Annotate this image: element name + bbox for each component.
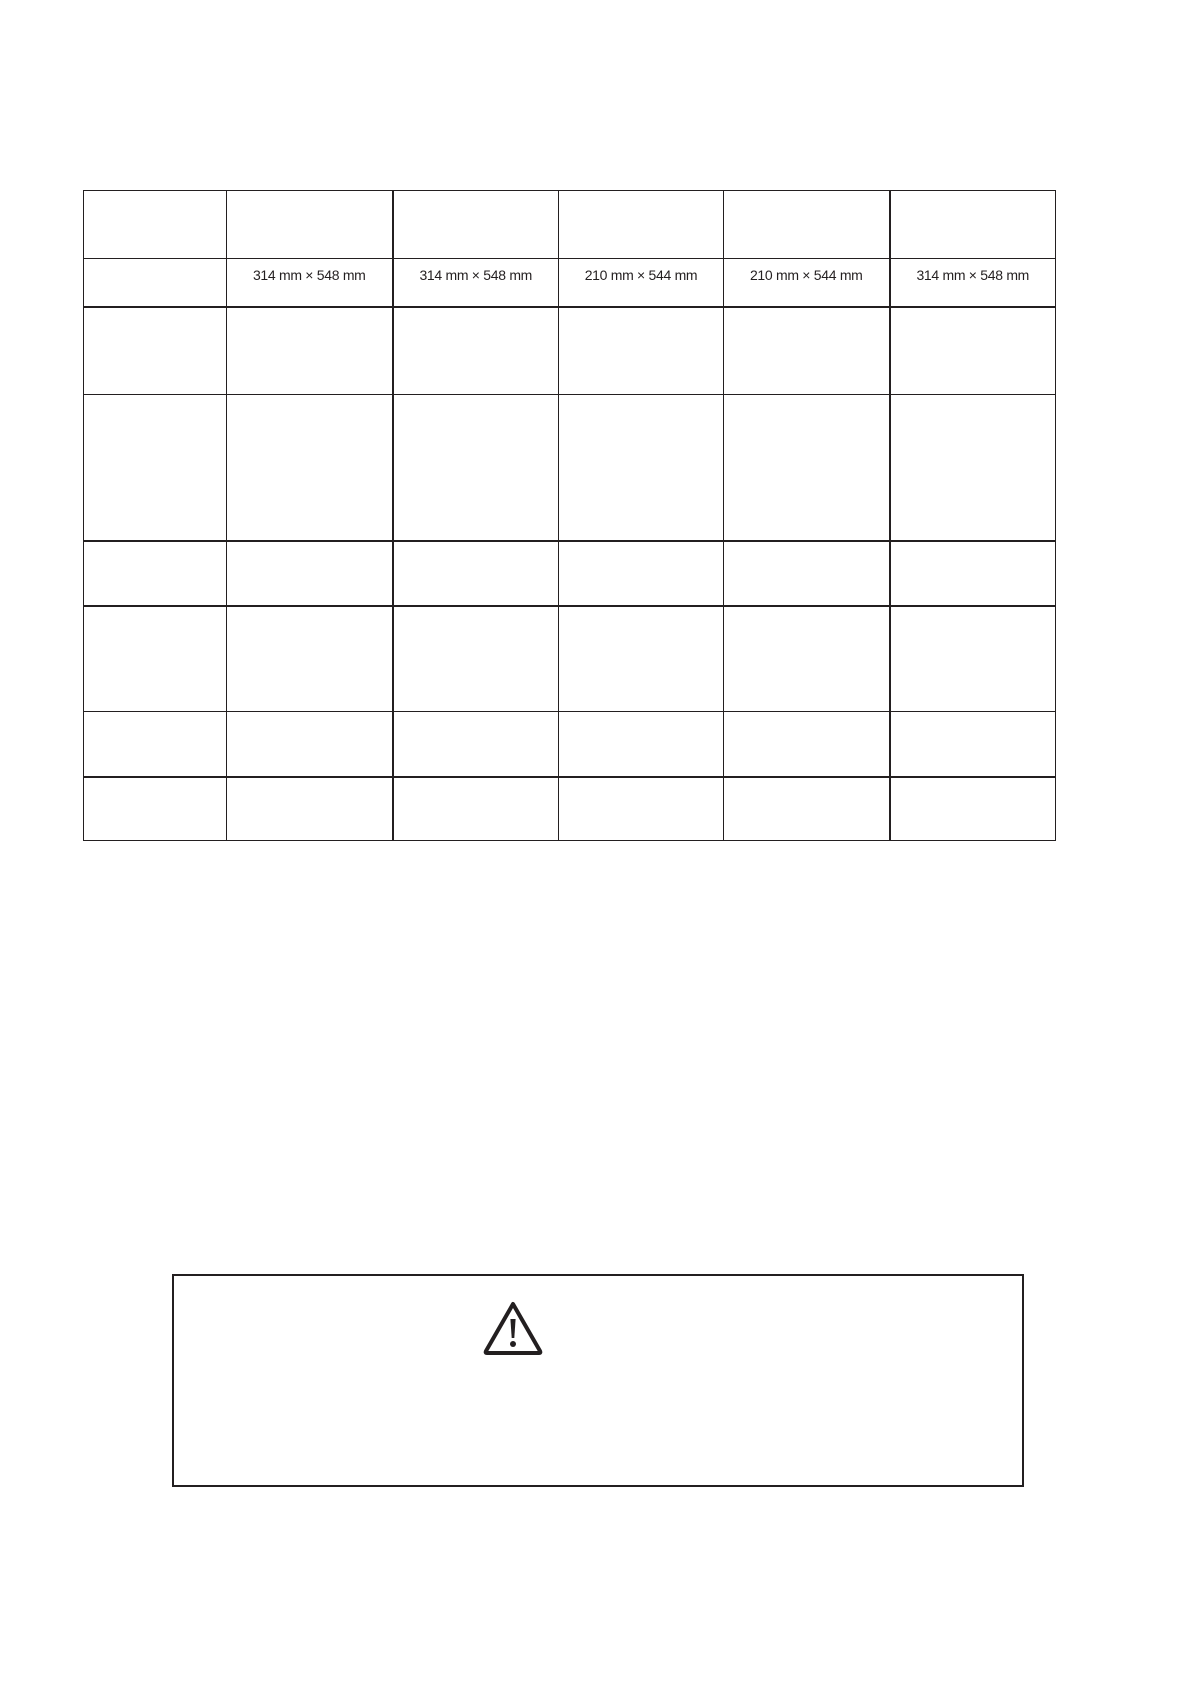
dimensions-row	[84, 259, 1056, 307]
dimension-cell	[724, 259, 890, 307]
table-cell	[559, 712, 724, 777]
table-header-row	[84, 191, 1056, 259]
table-row	[84, 777, 1056, 841]
specification-table	[83, 190, 1056, 841]
table-cell	[227, 606, 393, 712]
table-cell	[890, 606, 1056, 712]
table-cell	[890, 191, 1056, 259]
table-cell	[890, 541, 1056, 606]
warning-triangle-icon	[482, 1300, 544, 1356]
table-cell	[227, 541, 393, 606]
dimension-value: 314 mm × 548 mm	[916, 267, 1030, 283]
dimension-cell	[227, 259, 393, 307]
dimension-cell	[393, 259, 559, 307]
table-cell	[227, 712, 393, 777]
table-cell	[724, 541, 890, 606]
dimension-value: 314 mm × 548 mm	[252, 267, 366, 283]
table-cell	[724, 712, 890, 777]
table-row	[84, 541, 1056, 606]
table-cell	[724, 191, 890, 259]
table-cell	[559, 307, 724, 395]
table-cell	[84, 191, 227, 259]
table-row	[84, 712, 1056, 777]
table-row	[84, 606, 1056, 712]
table-cell	[84, 541, 227, 606]
warning-box	[172, 1274, 1024, 1487]
table-cell	[724, 777, 890, 841]
table-cell	[559, 606, 724, 712]
table-cell	[227, 395, 393, 541]
dimension-cell	[890, 259, 1056, 307]
table-cell	[84, 606, 227, 712]
table-cell	[84, 395, 227, 541]
table-cell	[393, 191, 559, 259]
table-cell	[393, 712, 559, 777]
table-cell	[393, 541, 559, 606]
dimension-value: 210 mm × 544 mm	[749, 267, 863, 283]
table-cell	[393, 606, 559, 712]
table-cell	[227, 307, 393, 395]
dimension-value: 314 mm × 548 mm	[419, 267, 533, 283]
table-cell	[559, 777, 724, 841]
table-row	[84, 307, 1056, 395]
table-cell	[724, 606, 890, 712]
table-cell	[227, 777, 393, 841]
table-cell	[559, 191, 724, 259]
table-cell	[393, 307, 559, 395]
dimension-cell	[559, 259, 724, 307]
table-cell	[559, 541, 724, 606]
table-cell	[393, 777, 559, 841]
table-cell	[393, 395, 559, 541]
dimension-value: 210 mm × 544 mm	[584, 267, 698, 283]
table-row	[84, 395, 1056, 541]
table-cell	[84, 307, 227, 395]
table-cell	[724, 307, 890, 395]
table-cell	[890, 712, 1056, 777]
table-cell	[84, 777, 227, 841]
table-cell	[84, 259, 227, 307]
table-cell	[890, 395, 1056, 541]
table-cell	[890, 777, 1056, 841]
table-cell	[227, 191, 393, 259]
table-cell	[559, 395, 724, 541]
table-cell	[890, 307, 1056, 395]
table-cell	[84, 712, 227, 777]
table-cell	[724, 395, 890, 541]
